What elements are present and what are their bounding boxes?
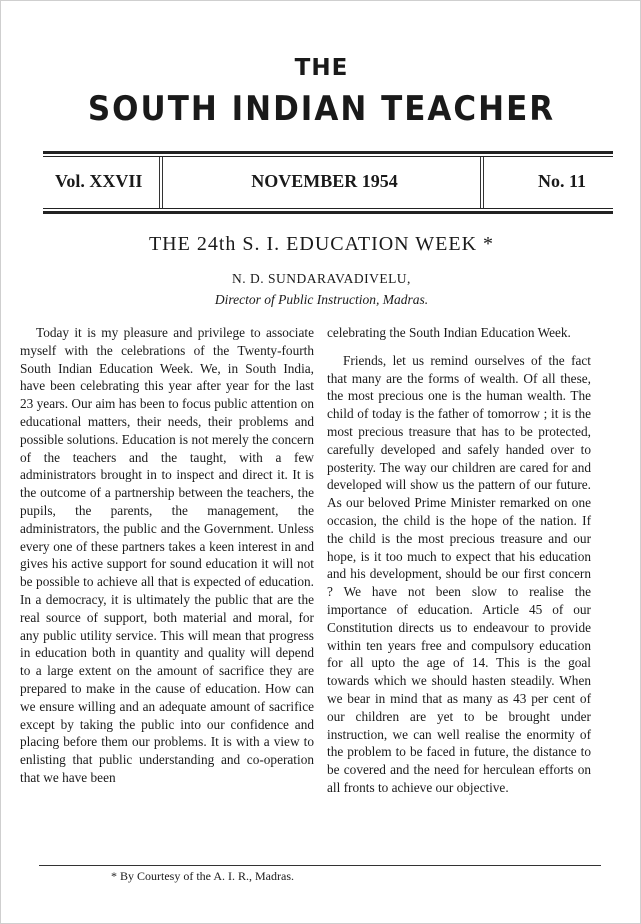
masthead-rule-thick (43, 151, 613, 154)
masthead-the: THE (294, 55, 349, 81)
footnote-rule (39, 865, 601, 866)
article-footnote: * By Courtesy of the A. I. R., Madras. (111, 869, 294, 883)
article-title: THE 24th S. I. EDUCATION WEEK * (148, 233, 495, 255)
article-paragraph: celebrating the South Indian Education Week. (327, 325, 571, 340)
article-paragraph: Today it is my pleasure and privilege to associate myself with the celebrations of the Twenty-fourth South Indian Education Week. We, in South India, have been celebrating this year after year for the last 23 years. Our aim has been to focus public attention on educational matters, their needs, their problems and possible solutions. Education is not merely the concern of the teachers and the taught, with a few administrators brought in to inspect and direct it. It is the outcome of a partnership between the teachers, the pupils, the parents, the management, the administrators, the public and the Government. Unless every one of these partners takes a keen interest in and gives his active support for sound education it will not be possible to achieve all that is expected of education. In a democracy, it is ultimately the public that are the real source of support, both material and moral, for any public utility service. This will mean that progress in education both in quantity and quality will depend to a large extent on the amount of sacrifice they are prepared to make in the cause of education. How can we ensure willing and an adequate amount of sacrifice except by taking the public into our confidence and placing before them our problems. It is with a view to enlisting that public understanding and co-operation that we have been (20, 325, 314, 785)
issue-volume: Vol. XXVII (55, 171, 143, 191)
article-paragraph: Friends, let us remind ourselves of the fact that many are the forms of wealth. Of all these, the most precious one is the human wealth. The child of today is the father of tomorrow ; it is the most precious treasure that has to be protected, carefully developed and safely handed over to posterity. The way our children are cared for and developed will show us the pattern of our future. As our beloved Prime Minister remarked on one occasion, the child is the hope of the nation. If the child is the most precious treasure and our hope, is it too much to expect that his education and his development, should be our first concern ? We have not been slow to realise the importance of education. Article 45 of our Constitution directs us to endeavour to provide within ten years free and compulsory education for all upto the age of 14. This is the goal towards which we should hasten steadily. When we bear in mind that as many as 43 per cent of our children are yet to be brought under instruction, we can well realise the enormity of the problem to be faced in future, the distance to be covered and the need for herculean efforts on all fronts to achieve our objective. (327, 352, 591, 795)
article-column-right (327, 324, 591, 807)
issue-number: No. 11 (537, 171, 586, 191)
issue-rule-thick (43, 211, 613, 214)
article-author-role: Director of Public Instruction, Madras. (214, 292, 429, 307)
masthead-rule-thin (43, 156, 613, 157)
issue-rule-thin (43, 208, 613, 209)
article-column-left (20, 324, 314, 797)
article-author: N. D. SUNDARAVADIVELU, (232, 271, 411, 286)
issue-date: NOVEMBER 1954 (251, 171, 398, 191)
masthead-title: SOUTH INDIAN TEACHER (87, 89, 556, 129)
